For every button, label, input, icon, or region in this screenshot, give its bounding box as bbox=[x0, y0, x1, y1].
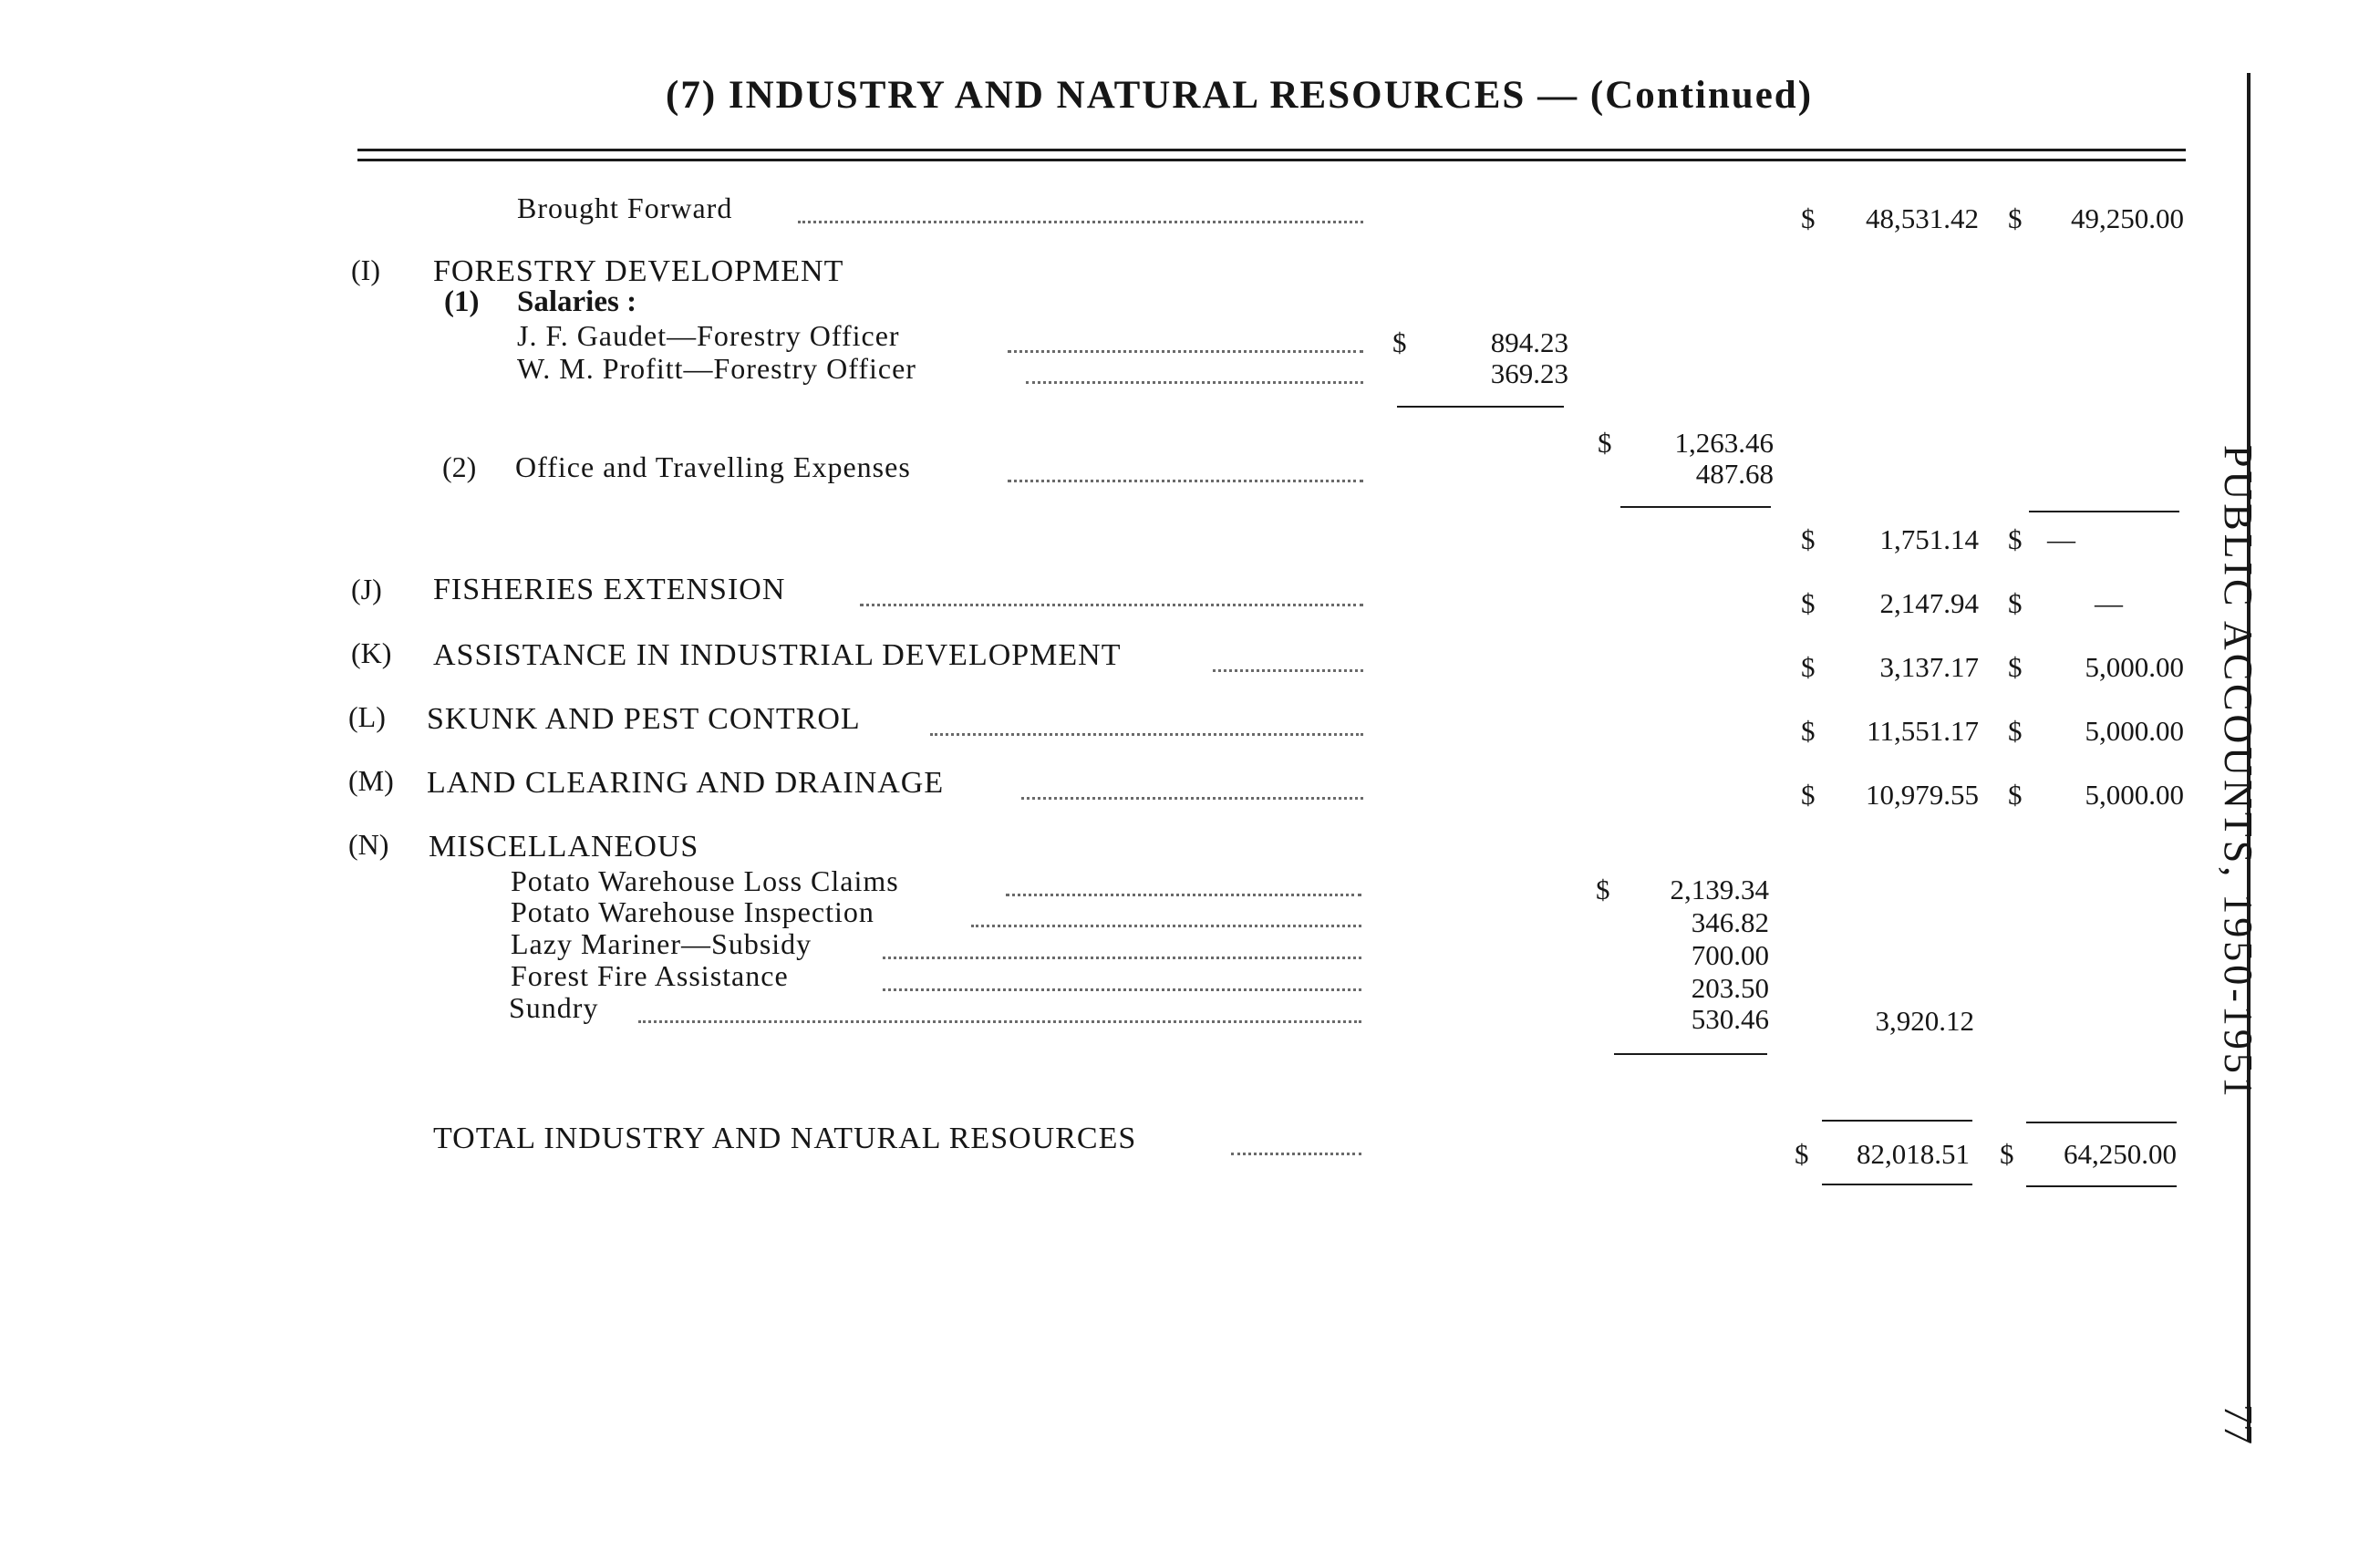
misc-item-label: Sundry bbox=[509, 991, 599, 1024]
total-rule-bottom bbox=[2026, 1185, 2177, 1187]
currency-symbol: $ bbox=[1801, 587, 1816, 619]
misc-item-label: Potato Warehouse Inspection bbox=[511, 895, 874, 928]
section-heading: FORESTRY DEVELOPMENT bbox=[433, 254, 844, 288]
currency-symbol: $ bbox=[1392, 326, 1407, 358]
currency-symbol: $ bbox=[1596, 874, 1610, 905]
total-rule-bottom bbox=[1822, 1184, 1972, 1185]
subsection-code: (1) bbox=[444, 285, 480, 318]
section-heading: FISHERIES EXTENSION bbox=[433, 573, 786, 606]
brought-forward-estimate: 49,250.00 bbox=[2071, 202, 2184, 234]
page-title: (7) INDUSTRY AND NATURAL RESOURCES — (Continued) bbox=[666, 74, 1814, 117]
leader-dots bbox=[860, 604, 1363, 606]
section-amount: 10,979.55 bbox=[1866, 779, 1979, 811]
section-code: (J) bbox=[351, 573, 382, 605]
section-heading: MISCELLANEOUS bbox=[429, 830, 699, 864]
misc-total: 3,920.12 bbox=[1875, 1005, 1974, 1037]
grand-total-label: TOTAL INDUSTRY AND NATURAL RESOURCES bbox=[433, 1122, 1137, 1155]
currency-symbol: $ bbox=[1795, 1138, 1809, 1170]
section-estimate: 5,000.00 bbox=[2085, 651, 2184, 683]
leader-dots bbox=[1008, 480, 1363, 482]
page-number: 77 bbox=[2216, 1404, 2261, 1444]
misc-item-amount: 2,139.34 bbox=[1670, 874, 1769, 905]
leader-dots bbox=[1006, 894, 1361, 896]
currency-symbol: $ bbox=[1801, 715, 1816, 747]
total-rule-top bbox=[2026, 1122, 2177, 1123]
misc-item-amount: 203.50 bbox=[1691, 972, 1769, 1004]
salary-item-label: W. M. Profitt—Forestry Officer bbox=[517, 352, 916, 385]
subtotal-rule bbox=[1397, 406, 1564, 408]
subsection-code: (2) bbox=[442, 450, 477, 483]
section-estimate: — bbox=[2095, 587, 2123, 619]
leader-dots bbox=[971, 925, 1361, 927]
salary-item-amount: 369.23 bbox=[1490, 357, 1568, 389]
leader-dots bbox=[1008, 350, 1363, 353]
salary-item-label: J. F. Gaudet—Forestry Officer bbox=[517, 319, 900, 352]
office-expenses-amount: 487.68 bbox=[1695, 458, 1774, 490]
brought-forward-label: Brought Forward bbox=[517, 191, 733, 224]
misc-item-label: Lazy Mariner—Subsidy bbox=[511, 927, 812, 960]
grand-total-amount: 82,018.51 bbox=[1857, 1138, 1970, 1170]
misc-item-amount: 530.46 bbox=[1691, 1003, 1769, 1035]
section-heading: LAND CLEARING AND DRAINAGE bbox=[427, 766, 945, 800]
currency-symbol: $ bbox=[1801, 779, 1816, 811]
misc-item-label: Forest Fire Assistance bbox=[511, 959, 789, 992]
leader-dots bbox=[1026, 381, 1363, 384]
leader-dots bbox=[638, 1020, 1361, 1023]
subtotal-rule bbox=[1614, 1053, 1767, 1055]
brought-forward-amount: 48,531.42 bbox=[1866, 202, 1979, 234]
currency-symbol: $ bbox=[1801, 202, 1816, 234]
currency-symbol: $ bbox=[2008, 202, 2023, 234]
office-expenses-label: Office and Travelling Expenses bbox=[515, 450, 911, 483]
subtotal-rule bbox=[1620, 506, 1771, 508]
misc-item-amount: 700.00 bbox=[1691, 939, 1769, 971]
leader-dots bbox=[1231, 1153, 1361, 1155]
currency-symbol: $ bbox=[2008, 715, 2023, 747]
section-code: (M) bbox=[348, 764, 394, 797]
salaries-total: 1,263.46 bbox=[1674, 427, 1774, 459]
section-amount: 11,551.17 bbox=[1867, 715, 1979, 747]
leader-dots bbox=[883, 988, 1361, 991]
title-rule-bottom bbox=[357, 159, 2186, 161]
salary-item-amount: 894.23 bbox=[1490, 326, 1568, 358]
estimate-rule bbox=[2029, 511, 2179, 512]
misc-item-label: Potato Warehouse Loss Claims bbox=[511, 864, 899, 897]
leader-dots bbox=[1213, 669, 1363, 672]
title-rule-top bbox=[357, 149, 2186, 151]
misc-item-amount: 346.82 bbox=[1691, 906, 1769, 938]
section-amount: 2,147.94 bbox=[1879, 587, 1979, 619]
section-amount: 3,137.17 bbox=[1879, 651, 1979, 683]
section-heading: ASSISTANCE IN INDUSTRIAL DEVELOPMENT bbox=[433, 638, 1122, 672]
leader-dots bbox=[798, 221, 1363, 223]
section-code: (I) bbox=[351, 253, 380, 286]
total-rule-top bbox=[1822, 1120, 1972, 1122]
currency-symbol: $ bbox=[2008, 651, 2023, 683]
section-heading: SKUNK AND PEST CONTROL bbox=[427, 702, 861, 736]
currency-symbol: $ bbox=[1801, 651, 1816, 683]
section-estimate: 5,000.00 bbox=[2085, 715, 2184, 747]
leader-dots bbox=[1021, 797, 1363, 800]
salaries-label: Salaries : bbox=[517, 285, 637, 318]
leader-dots bbox=[930, 733, 1363, 736]
currency-symbol: $ bbox=[1801, 523, 1816, 555]
currency-symbol: $ bbox=[2000, 1138, 2014, 1170]
currency-symbol: $ bbox=[2008, 587, 2023, 619]
forestry-total: 1,751.14 bbox=[1879, 523, 1979, 555]
running-header: PUBLIC ACCOUNTS, 1950-1951 bbox=[2216, 445, 2261, 1101]
section-code: (L) bbox=[348, 700, 386, 733]
forestry-estimate: — bbox=[2047, 523, 2075, 555]
currency-symbol: $ bbox=[2008, 779, 2023, 811]
section-code: (N) bbox=[348, 828, 389, 861]
grand-total-estimate: 64,250.00 bbox=[2064, 1138, 2177, 1170]
section-estimate: 5,000.00 bbox=[2085, 779, 2184, 811]
leader-dots bbox=[883, 957, 1361, 959]
section-code: (K) bbox=[351, 636, 392, 669]
currency-symbol: $ bbox=[1598, 427, 1612, 459]
currency-symbol: $ bbox=[2008, 523, 2023, 555]
